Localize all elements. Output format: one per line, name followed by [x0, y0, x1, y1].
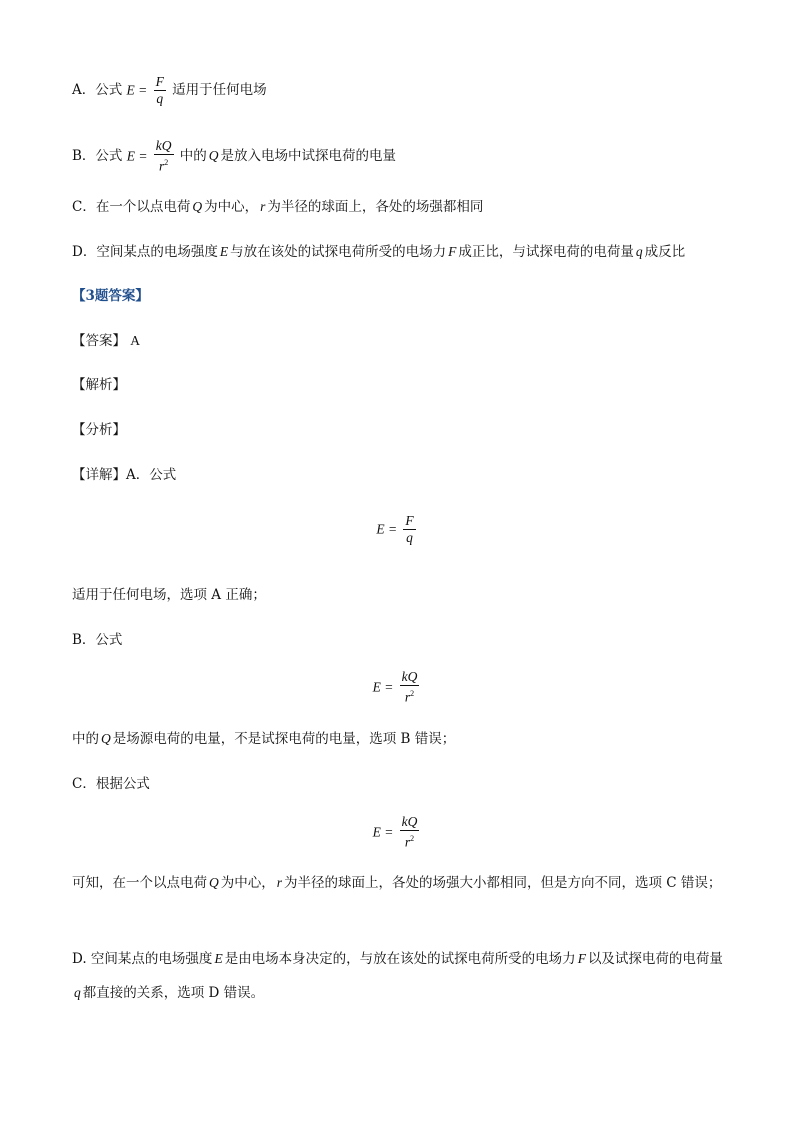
- option-c-var2: r: [260, 199, 266, 214]
- eq3-lhs: E =: [372, 824, 394, 840]
- answer-label: 【答案】: [72, 333, 126, 349]
- option-d-prefix: D．空间某点的电场强度: [72, 244, 218, 260]
- option-d-mid2: 成正比，与试探电荷的电荷量: [458, 244, 634, 260]
- option-a-denominator: q: [156, 91, 164, 106]
- c-var2: r: [276, 875, 283, 890]
- option-b-den-base: r: [158, 158, 165, 174]
- b-conclusion-var: Q: [101, 731, 111, 746]
- eq2-lhs: E =: [372, 679, 394, 695]
- detail-line: [72, 465, 176, 485]
- d-mid2: 以及试探电荷的电荷量: [587, 951, 723, 967]
- option-a-numerator: F: [155, 74, 164, 89]
- option-a-lhs: E =: [126, 82, 148, 98]
- option-b-fraction: [154, 138, 174, 175]
- option-d-var1: E: [219, 244, 229, 259]
- eq2-den-base: r: [404, 689, 411, 705]
- eq1-fraction: [403, 513, 415, 546]
- option-d: [72, 242, 685, 262]
- eq2-denominator: [400, 686, 420, 706]
- fenxi-header: [72, 420, 126, 440]
- eq1-numerator: F: [405, 513, 414, 528]
- option-c-suffix: 为半径的球面上，各处的场强都相同: [267, 199, 484, 215]
- option-b-numerator: kQ: [155, 138, 172, 153]
- option-d-var3: q: [635, 244, 643, 259]
- option-b-prefix: B．公式: [72, 147, 123, 164]
- c-pre: 可知，在一个以点电荷: [72, 875, 207, 891]
- a-conclusion-text: 适用于任何电场，选项 A 正确；: [72, 587, 266, 603]
- eq3-denominator: [400, 831, 420, 851]
- eq1-denominator: q: [406, 530, 413, 545]
- c-post: 为半径的球面上，各处的场强大小都相同，但是方向不同，选项 C 错误；: [284, 875, 722, 891]
- c-head-text: C．根据公式: [72, 776, 150, 792]
- option-b-den-exp: 2: [164, 158, 169, 167]
- option-d-suffix: 成反比: [644, 244, 686, 260]
- eq3-den-base: r: [404, 834, 411, 850]
- d-post: 都直接的关系，选项 D 错误。: [82, 985, 265, 1001]
- display-equation-3: [0, 814, 794, 851]
- answer-section-header: [72, 286, 149, 306]
- c-mid: 为中心，: [220, 875, 275, 891]
- option-b-denominator: [154, 155, 174, 175]
- option-a: [72, 74, 267, 107]
- d-pre: D. 空间某点的电场强度: [72, 951, 213, 967]
- option-a-prefix: A．公式: [72, 82, 123, 98]
- eq2-numerator: kQ: [401, 669, 418, 684]
- b-head: [72, 630, 122, 650]
- analysis-label: 【解析】: [72, 377, 126, 393]
- option-a-suffix: 适用于任何电场: [172, 82, 267, 98]
- eq3-fraction: [400, 814, 420, 851]
- eq2-fraction: [400, 669, 420, 706]
- option-b-lhs: E =: [126, 148, 148, 164]
- b-conclusion-pre: 中的: [72, 731, 99, 747]
- eq2-den-exp: 2: [410, 689, 415, 698]
- option-c-mid1: 为中心，: [204, 199, 259, 215]
- d-conclusion: [72, 942, 727, 1010]
- option-d-var2: F: [448, 244, 457, 259]
- option-b-mid: 中的: [179, 147, 207, 164]
- answer-section-title: 【3题答案】: [72, 288, 149, 304]
- fenxi-label: 【分析】: [72, 422, 126, 438]
- b-head-text: B．公式: [72, 632, 123, 648]
- b-conclusion: [72, 729, 455, 749]
- detail-label: 【详解】: [72, 467, 126, 483]
- option-a-fraction: [154, 74, 166, 107]
- option-b-var: Q: [208, 147, 219, 163]
- a-conclusion: [72, 585, 266, 605]
- analysis-header: [72, 375, 126, 395]
- answer-line: [72, 331, 140, 351]
- d-mid1: 是由电场本身决定的，与放在该处的试探电荷所受的电场力: [224, 951, 576, 967]
- option-c-prefix: C．在一个以点电荷: [72, 199, 191, 215]
- option-c: [72, 197, 483, 217]
- detail-a: A．公式: [126, 467, 177, 483]
- display-equation-2: [0, 669, 794, 706]
- d-var1: E: [214, 951, 223, 966]
- c-head: [72, 774, 150, 794]
- eq1-lhs: E =: [376, 521, 398, 537]
- b-conclusion-text: 是场源电荷的电量，不是试探电荷的电量，选项 B 错误；: [112, 731, 456, 747]
- c-var1: Q: [209, 875, 219, 890]
- option-c-var1: Q: [192, 199, 203, 214]
- eq3-den-exp: 2: [410, 834, 415, 843]
- answer-value: A: [130, 333, 141, 348]
- eq3-numerator: kQ: [401, 814, 418, 829]
- d-var3: q: [74, 985, 81, 1000]
- d-var2: F: [577, 951, 586, 966]
- option-b: [72, 138, 396, 175]
- option-d-mid1: 与放在该处的试探电荷所受的电场力: [230, 244, 447, 260]
- display-equation-1: [0, 513, 794, 546]
- option-b-suffix: 是放入电场中试探电荷的电量: [220, 147, 397, 164]
- c-conclusion: [72, 866, 727, 900]
